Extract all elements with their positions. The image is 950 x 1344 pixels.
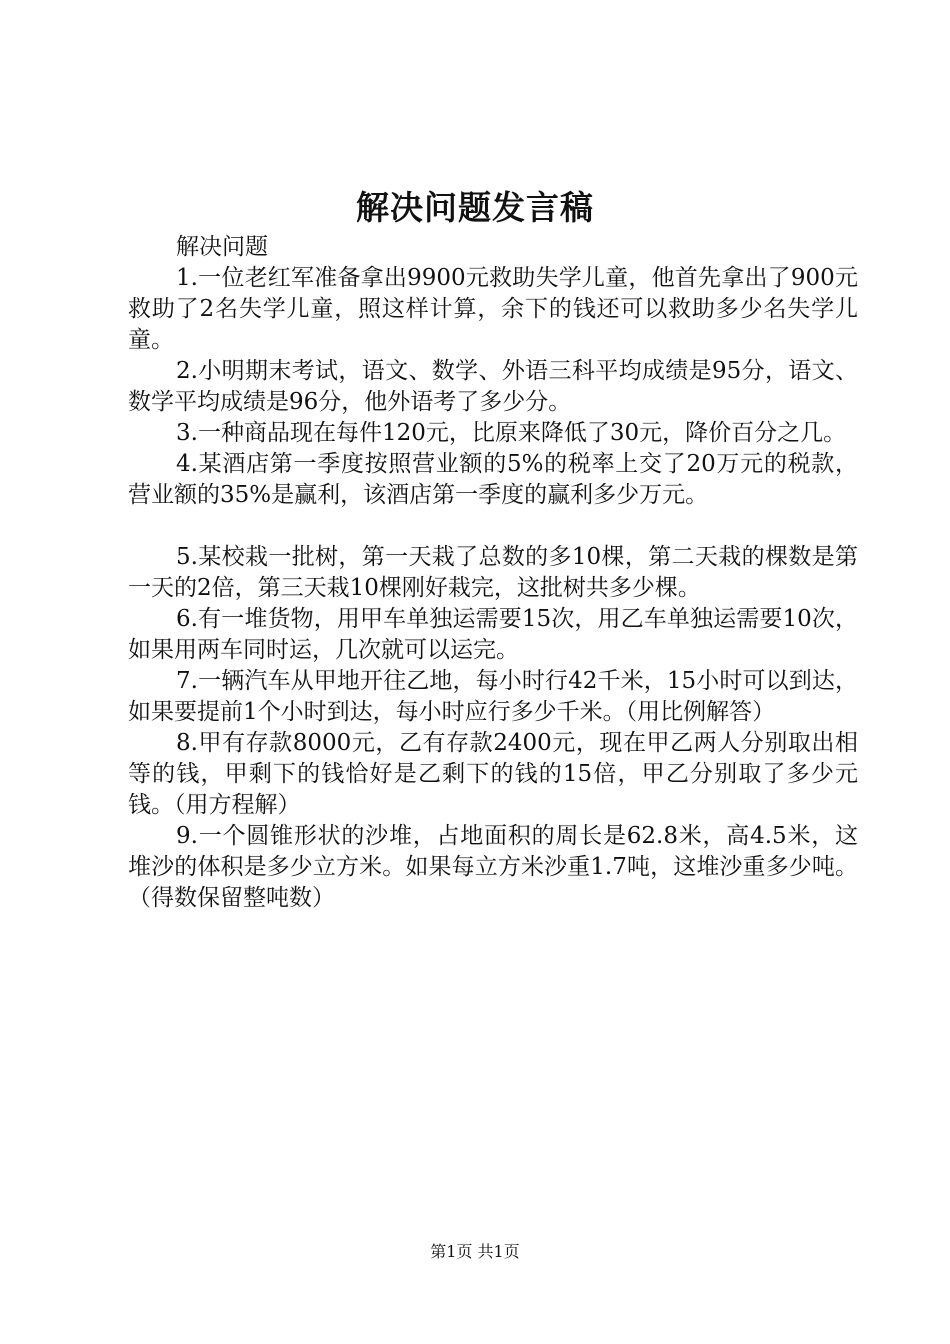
question-3: 3.一种商品现在每件120元，比原来降低了30元，降价百分之几。	[176, 420, 847, 446]
question-4: 4.某酒店第一季度按照营业额的5%的税率上交了20万元的税款，营业额的35%是赢利，该酒店第一季度的赢利多少万元。	[128, 451, 858, 508]
question-5: 5.某校栽一批树，第一天栽了总数的多10棵，第二天栽的棵数是第一天的2倍，第三天栽10棵刚好栽完，这批树共多少棵。	[128, 544, 858, 601]
document-body	[128, 232, 858, 914]
question-8: 8.甲有存款8000元，乙有存款2400元，现在甲乙两人分别取出相等的钱，甲剩下的钱恰好是乙剩下的钱的15倍，甲乙分别取了多少元钱。（用方程解）	[128, 730, 858, 818]
question-1: 1.一位老红军准备拿出9900元救助失学儿童，他首先拿出了900元救助了2名失学儿童，照这样计算，余下的钱还可以救助多少名失学儿童。	[128, 265, 858, 353]
question-6: 6.有一堆货物，用甲车单独运需要15次，用乙车单独运需要10次，如果用两车同时运，几次就可以运完。	[128, 606, 858, 663]
question-2: 2.小明期末考试，语文、数学、外语三科平均成绩是95分，语文、数学平均成绩是96分，他外语考了多少分。	[128, 358, 858, 415]
page-footer: 第1页 共1页	[430, 1242, 520, 1261]
section-subtitle: 解决问题	[176, 234, 268, 260]
page-title: 解决问题发言稿	[356, 188, 594, 227]
question-9: 9.一个圆锥形状的沙堆，占地面积的周长是62.8米，高4.5米，这堆沙的体积是多少立方米。如果每立方米沙重1.7吨，这堆沙重多少吨。（得数保留整吨数）	[128, 823, 858, 911]
question-7: 7.一辆汽车从甲地开往乙地，每小时行42千米，15小时可以到达，如果要提前1个小时到达，每小时应行多少千米。（用比例解答）	[128, 668, 858, 725]
